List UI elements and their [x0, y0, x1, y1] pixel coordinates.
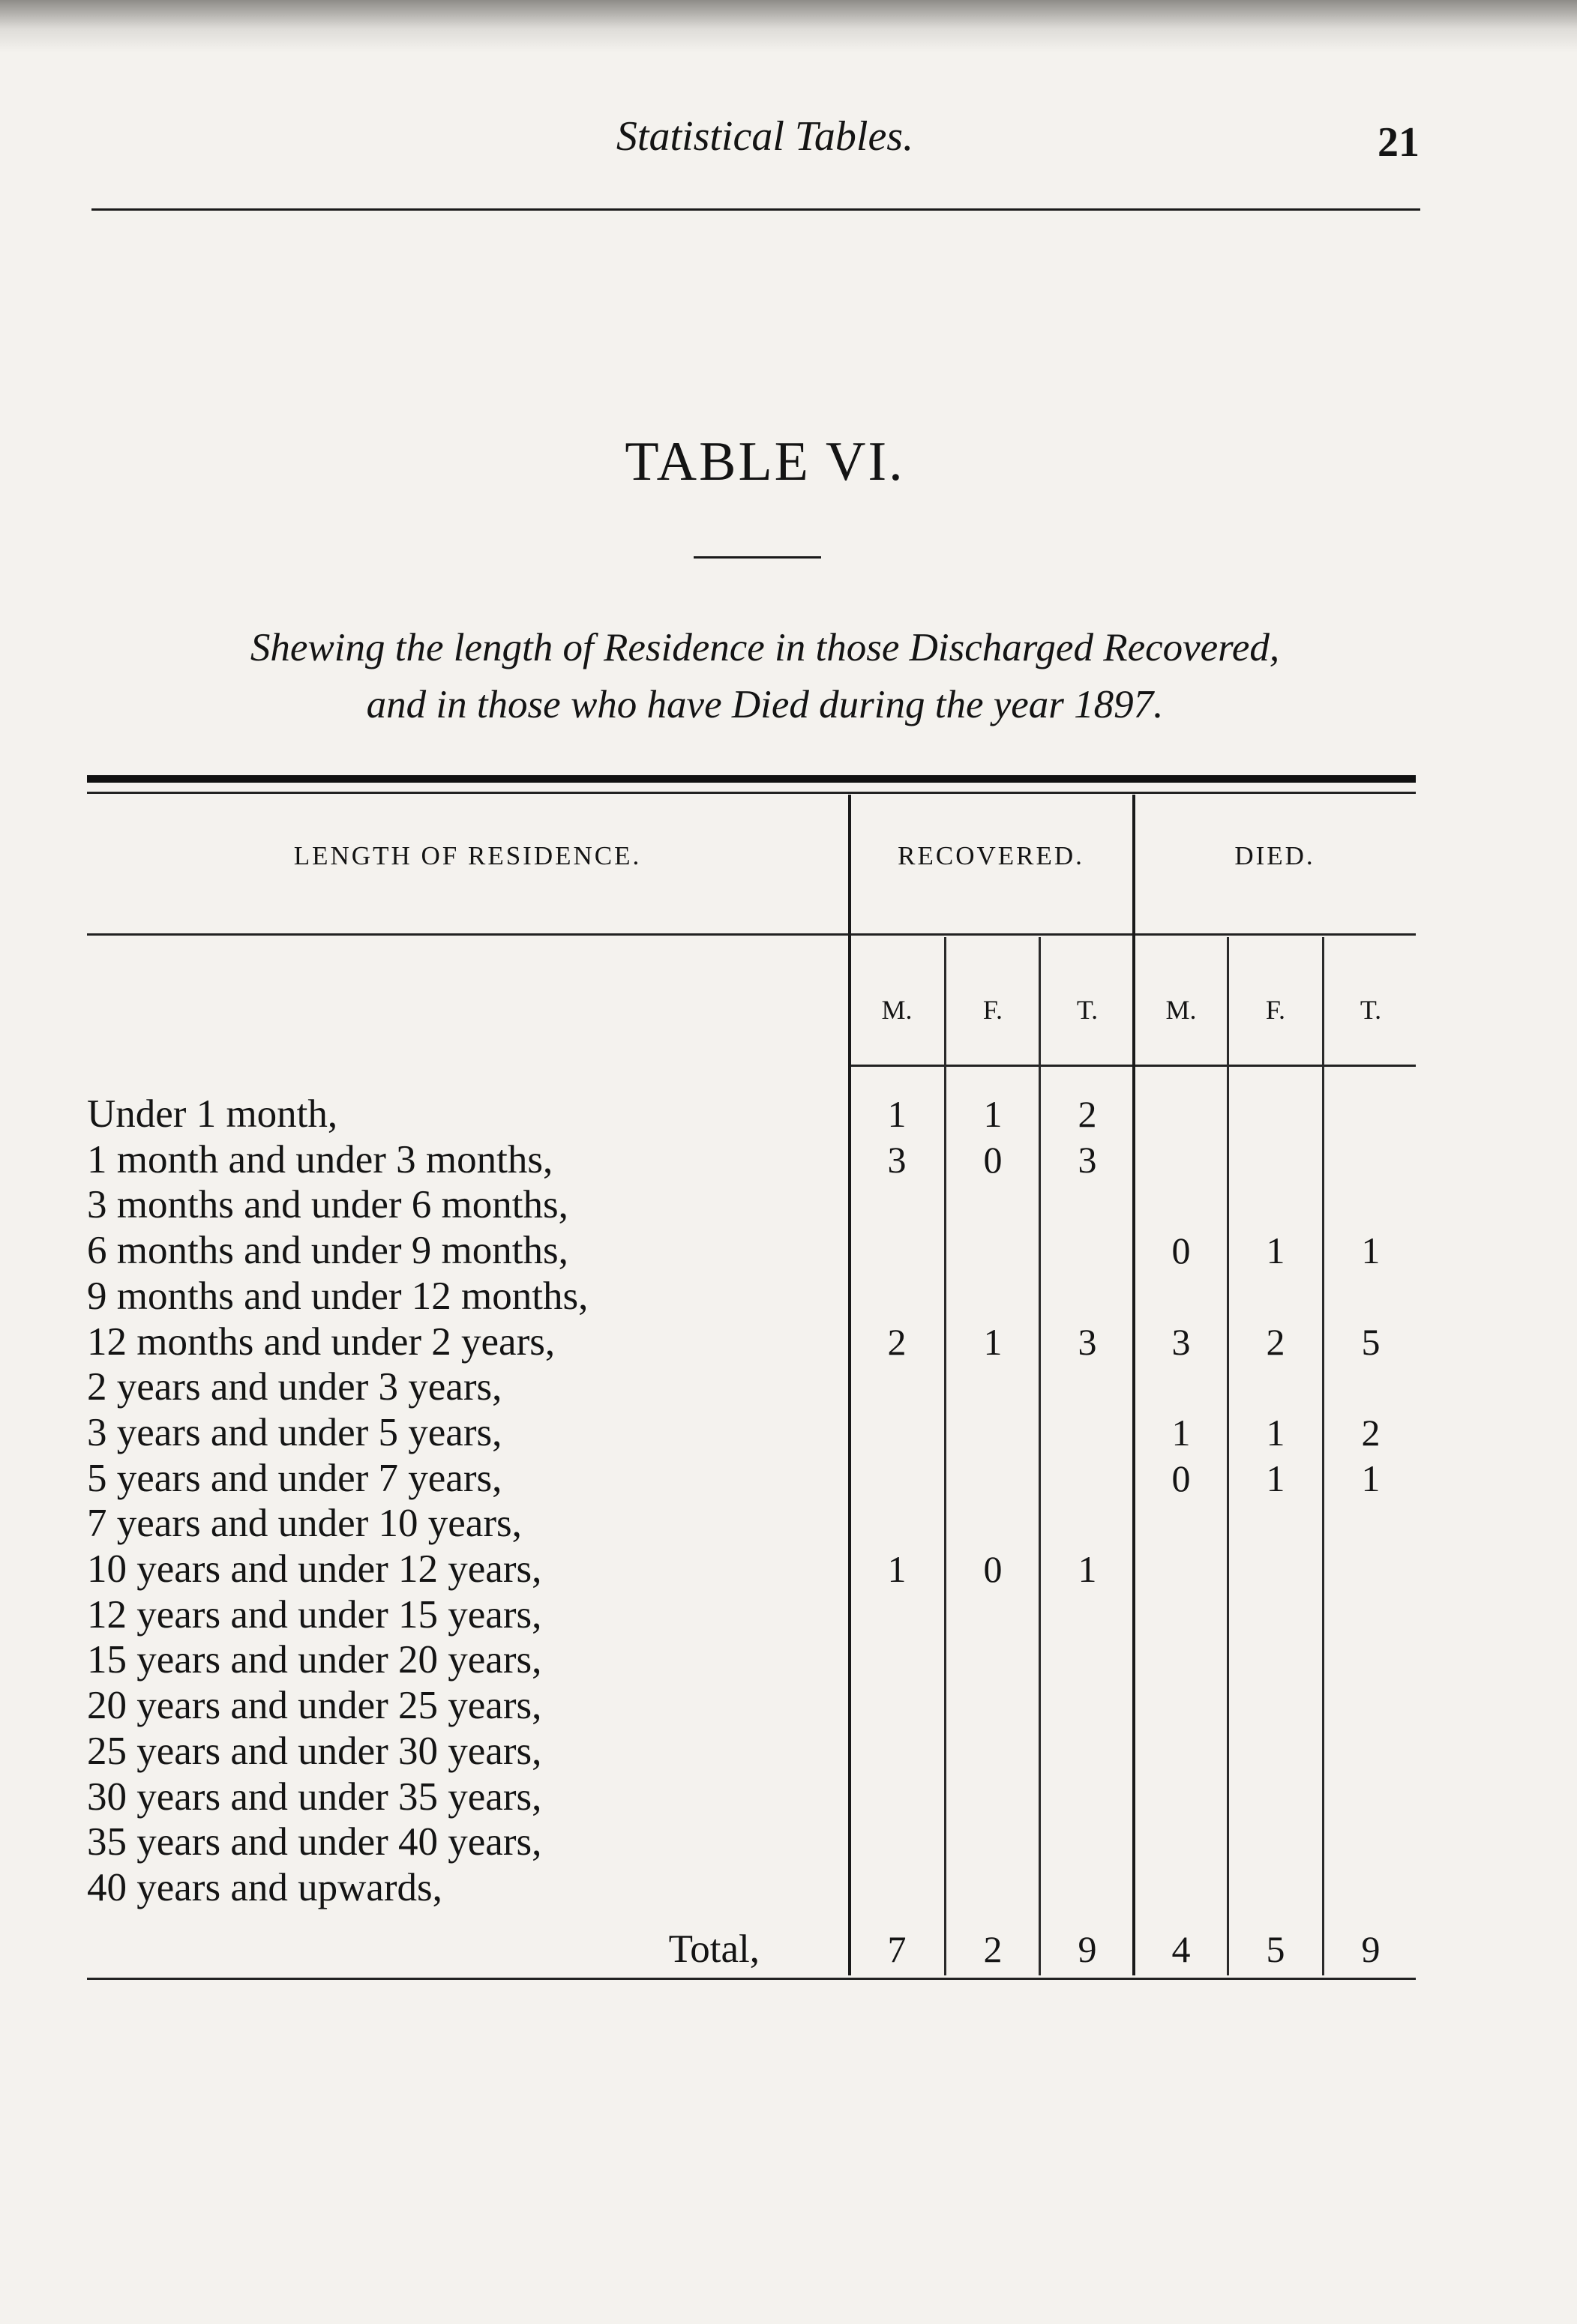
cell-died-male: 0: [1171, 1229, 1191, 1271]
cell-died-male: 1: [1171, 1412, 1191, 1454]
header-length-of-residence: LENGTH OF RESIDENCE.: [293, 841, 642, 870]
title-rule: [694, 556, 821, 559]
row-label: 40 years and upwards,: [87, 1866, 442, 1909]
table-title: TABLE VI.: [625, 431, 905, 493]
header-divider-rule: [87, 933, 1416, 936]
total-recovered-female: 2: [983, 1928, 1003, 1970]
total-died-female: 5: [1266, 1928, 1285, 1970]
cell-recovered-male: 1: [887, 1093, 907, 1135]
row-label: 6 months and under 9 months,: [87, 1229, 568, 1272]
header-died: DIED.: [1234, 841, 1315, 870]
row-label: Under 1 month,: [87, 1092, 338, 1136]
row-label: 12 months and under 2 years,: [87, 1320, 556, 1364]
column-divider-recovered-died: [1132, 795, 1135, 1975]
cell-died-female: 1: [1266, 1457, 1285, 1499]
cell-died-total: 5: [1361, 1321, 1381, 1363]
row-label: 12 years and under 15 years,: [87, 1593, 542, 1637]
subheader-died-total: T.: [1360, 995, 1382, 1025]
cell-died-female: 2: [1266, 1321, 1285, 1363]
total-label: Total,: [668, 1927, 760, 1971]
cell-died-total: 1: [1361, 1229, 1381, 1271]
cell-died-total: 2: [1361, 1412, 1381, 1454]
cell-recovered-total: 3: [1078, 1139, 1097, 1181]
row-label: 30 years and under 35 years,: [87, 1775, 542, 1819]
cell-recovered-male: 1: [887, 1548, 907, 1590]
row-label: 1 month and under 3 months,: [87, 1138, 553, 1181]
cell-died-male: 3: [1171, 1321, 1191, 1363]
subheader-recovered-female: F.: [982, 995, 1003, 1025]
cell-recovered-total: 2: [1078, 1093, 1097, 1135]
row-label: 3 months and under 6 months,: [87, 1183, 568, 1226]
cell-recovered-male: 3: [887, 1139, 907, 1181]
table-top-rule: [87, 775, 1416, 783]
cell-died-female: 1: [1266, 1412, 1285, 1454]
column-divider-length-recovered: [848, 795, 851, 1975]
row-label: 20 years and under 25 years,: [87, 1684, 542, 1727]
row-label: 9 months and under 12 months,: [87, 1274, 589, 1318]
row-label: 10 years and under 12 years,: [87, 1547, 542, 1591]
row-label: 15 years and under 20 years,: [87, 1638, 542, 1682]
row-label: 3 years and under 5 years,: [87, 1411, 502, 1454]
total-died-total: 9: [1361, 1928, 1381, 1970]
header-rule: [91, 208, 1420, 211]
row-label: 25 years and under 30 years,: [87, 1730, 542, 1773]
total-recovered-male: 7: [887, 1928, 907, 1970]
table-subtitle-line-2: and in those who have Died during the year 1897.: [366, 683, 1164, 726]
header-recovered: RECOVERED.: [898, 841, 1084, 870]
subheader-recovered-male: M.: [881, 995, 913, 1025]
subheader-died-female: F.: [1265, 995, 1286, 1025]
cell-recovered-female: 1: [983, 1093, 1003, 1135]
cell-died-male: 0: [1171, 1457, 1191, 1499]
total-recovered-total: 9: [1078, 1928, 1097, 1970]
cell-died-female: 1: [1266, 1229, 1285, 1271]
table-subtitle-line-1: Shewing the length of Residence in those Discharged Recovered,: [250, 626, 1280, 669]
cell-recovered-female: 0: [983, 1139, 1003, 1181]
running-head: Statistical Tables.: [616, 113, 914, 160]
total-died-male: 4: [1171, 1928, 1191, 1970]
subheader-died-male: M.: [1165, 995, 1197, 1025]
cell-recovered-female: 1: [983, 1321, 1003, 1363]
table-bottom-rule: [87, 1978, 1416, 1980]
cell-recovered-total: 3: [1078, 1321, 1097, 1363]
table-top-rule-thin: [87, 792, 1416, 794]
subheader-recovered-total: T.: [1076, 995, 1099, 1025]
cell-recovered-total: 1: [1078, 1548, 1097, 1590]
cell-recovered-male: 2: [887, 1321, 907, 1363]
row-label: 7 years and under 10 years,: [87, 1502, 522, 1545]
cell-recovered-female: 0: [983, 1548, 1003, 1590]
row-label: 2 years and under 3 years,: [87, 1365, 502, 1409]
cell-died-total: 1: [1361, 1457, 1381, 1499]
page-number: 21: [1378, 119, 1420, 166]
row-label: 35 years and under 40 years,: [87, 1820, 542, 1864]
row-label: 5 years and under 7 years,: [87, 1457, 502, 1500]
scan-edge-shadow: [0, 0, 1577, 52]
